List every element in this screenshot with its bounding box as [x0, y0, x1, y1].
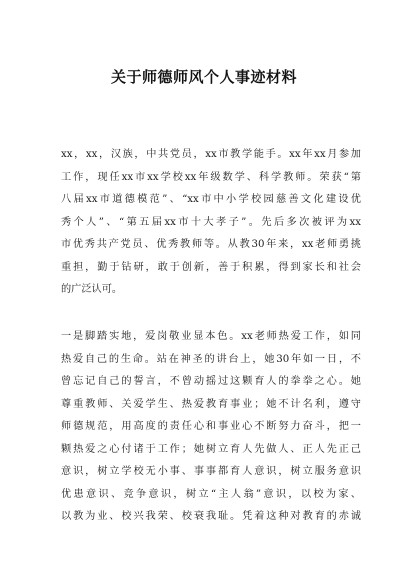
- text-line: 颗热爱之心付诸于工作；她树立育人先做人、正人先正己: [61, 443, 361, 455]
- paragraph-dedication: [61, 326, 361, 529]
- text-line: 意识，树立学校无小事、事事都育人意识，树立服务意识: [61, 466, 361, 477]
- text-line: 八届xx市道德模范”、“xx市中小学校园慈善文化建设优: [61, 194, 361, 205]
- text-line: 市优秀共产党员、优秀教师等。从教30年来，xx老师勇挑: [61, 239, 361, 250]
- text-line: 曾忘记自己的誓言，不曾动摇过这颗育人的拳拳之心。她: [61, 376, 361, 387]
- text-line: 以教为业、校兴我荣、校衰我耻。凭着这种对教育的赤诚: [61, 511, 361, 522]
- text-line: xx，xx，汉族，中共党员，xx市教学能手。xx年xx月参加: [61, 149, 361, 160]
- document-title: 关于师德师风个人事迹材料: [110, 68, 297, 86]
- text-line: 尊重教师、关爱学生、热爱教育事业；她不计名利，遵守: [61, 398, 361, 410]
- text-line: 师德规范，用高度的责任心和事业心不断努力奋斗，把一: [61, 421, 361, 432]
- text-line: 热爱自己的生命。站在神圣的讲台上，她30年如一日，不: [61, 353, 361, 365]
- text-line: 优患意识、竞争意识，树立“主人翁”意识，以校为家、: [61, 488, 361, 500]
- text-line: 的广泛认可。: [61, 284, 123, 295]
- text-line: 工作，现任xx市xx学校xx年级数学、科学教师。荣获“第: [61, 171, 361, 183]
- text-line: 一是脚踏实地，爱岗敬业显本色。xx老师热爱工作，如同: [61, 331, 361, 342]
- text-line: 重担，勤于钻研，敢于创新，善于积累，得到家长和社会: [61, 261, 361, 273]
- text-line: 秀个人”、“第五届xx市十大孝子”。先后多次被评为xx: [61, 216, 361, 228]
- paragraph-intro: [61, 144, 361, 302]
